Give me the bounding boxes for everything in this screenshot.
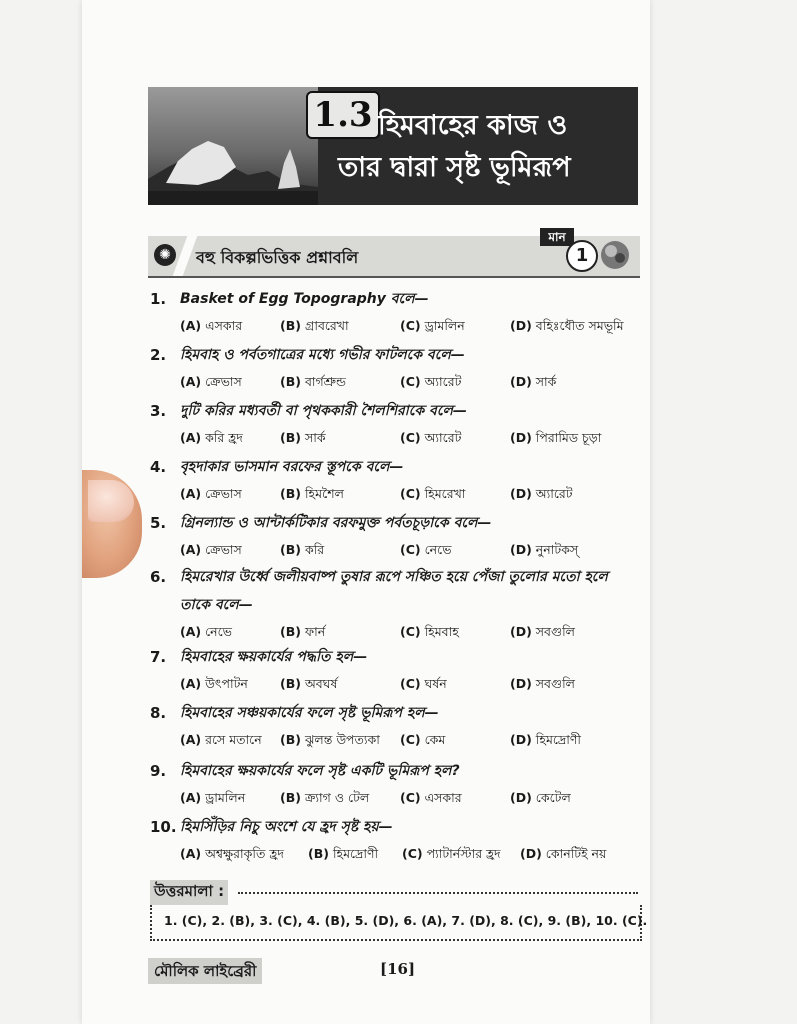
option-b	[280, 732, 380, 752]
question-number: 9.	[150, 762, 167, 780]
option-d	[510, 542, 578, 562]
question-number: 10.	[150, 818, 177, 836]
option-value: করি হ্রদ	[205, 430, 243, 445]
option-value: নুনাটকস্	[535, 542, 579, 557]
chapter-title	[338, 105, 636, 189]
option-b	[280, 318, 349, 338]
option-value: অ্যারেট	[424, 374, 462, 389]
option-key: (C)	[400, 318, 421, 333]
option-key: (A)	[180, 846, 202, 861]
option-key: (D)	[510, 790, 532, 805]
question-text: দুটি করির মধ্যবর্তী বা পৃথককারী শৈলশিরাকে বলে—	[180, 403, 467, 419]
option-d	[510, 486, 573, 506]
option-value: হিমবাহ	[424, 624, 459, 639]
option-b	[280, 430, 326, 450]
publisher-label: মৌলিক লাইব্রেরী	[148, 958, 262, 984]
answers-box	[150, 905, 648, 941]
glacier-photo	[148, 87, 318, 205]
option-a	[180, 846, 284, 866]
option-key: (A)	[180, 624, 202, 639]
option-value: উৎপাটন	[205, 676, 248, 691]
option-key: (A)	[180, 732, 202, 747]
option-key: (C)	[400, 542, 421, 557]
option-key: (D)	[510, 624, 532, 639]
question-number: 8.	[150, 704, 167, 722]
question-text: হিমবাহের ক্ষয়কার্যের পদ্ধতি হল—	[180, 649, 368, 665]
option-key: (A)	[180, 790, 202, 805]
option-value: ক্রেভাস	[205, 542, 242, 557]
question-text: হিমসিঁড়ির নিচু অংশে যে হ্রদ সৃষ্ট হয়—	[180, 819, 393, 835]
option-value: সার্ক	[304, 430, 326, 445]
answers-title: উত্তরমালা :	[150, 880, 228, 905]
option-key: (B)	[280, 374, 301, 389]
option-key: (D)	[510, 374, 532, 389]
question-number: 5.	[150, 514, 167, 532]
option-value: কোনটিই নয়	[545, 846, 607, 861]
option-key: (D)	[510, 676, 532, 691]
chapter-number: 1.3	[306, 91, 380, 139]
gear-icon: ✺	[154, 244, 176, 266]
option-c	[400, 374, 461, 394]
option-value: পিরামিড চূড়া	[535, 430, 602, 445]
option-d	[510, 430, 601, 450]
answers-text: 1. (C), 2. (B), 3. (C), 4. (B), 5. (D), 6. (A), 7. (D), 8. (C), 9. (B), 10. (C).	[164, 913, 648, 928]
option-key: (D)	[510, 542, 532, 557]
question-text: বৃহদাকার ভাসমান বরফের স্তূপকে বলে—	[180, 459, 404, 475]
option-value: গ্রাবরেখা	[304, 318, 349, 333]
option-key: (C)	[400, 486, 421, 501]
question-text: হিমবাহের ক্ষয়কার্যের ফলে সৃষ্ট একটি ভূমিরূপ হল?	[180, 763, 460, 779]
option-value: অবঘর্ষ	[304, 676, 338, 691]
divider	[173, 236, 198, 276]
option-value: অ্যারেট	[424, 430, 462, 445]
option-d	[510, 624, 575, 644]
question-number: 7.	[150, 648, 167, 666]
divider	[238, 892, 638, 894]
question-number: 4.	[150, 458, 167, 476]
option-key: (D)	[510, 318, 532, 333]
question-text: হিমরেখার উর্ধ্বে জলীয়বাষ্প তুষার রূপে সঞ্চিত হয়ে পেঁজা তুলোর মতো হলে	[180, 569, 608, 585]
option-value: ক্রেভাস	[205, 374, 242, 389]
option-key: (A)	[180, 374, 202, 389]
option-value: নেভে	[205, 624, 232, 639]
option-key: (B)	[280, 624, 301, 639]
chapter-banner	[148, 87, 638, 205]
option-b	[280, 486, 344, 506]
option-c	[400, 624, 459, 644]
option-key: (B)	[280, 790, 301, 805]
option-value: প্যাটার্নস্টার হ্রদ	[426, 846, 501, 861]
option-d	[510, 318, 624, 338]
option-key: (A)	[180, 542, 202, 557]
option-key: (C)	[400, 732, 421, 747]
option-value: হিমশৈল	[304, 486, 344, 501]
option-b	[280, 542, 324, 562]
question-text: হিমবাহ ও পর্বতগাত্রের মধ্যে গভীর ফাটলকে বলে—	[180, 347, 465, 363]
option-key: (C)	[400, 790, 421, 805]
option-d	[510, 374, 556, 394]
option-b	[280, 374, 346, 394]
option-key: (D)	[520, 846, 542, 861]
question-text: গ্রিনল্যান্ড ও আন্টার্কটিকার বরফমুক্ত পর্বতচূড়াকে বলে—	[180, 515, 492, 531]
option-a	[180, 542, 242, 562]
option-value: ক্র্যাগ ও টেল	[304, 790, 370, 805]
option-value: ড্রামলিন	[205, 790, 246, 805]
option-c	[402, 846, 501, 866]
option-key: (A)	[180, 430, 202, 445]
option-c	[400, 676, 447, 696]
option-value: ফার্ন	[304, 624, 326, 639]
chapter-title-line1: হিমবাহের কাজ ও	[378, 110, 568, 141]
option-a	[180, 374, 242, 394]
option-a	[180, 486, 242, 506]
option-value: হিমরেখা	[424, 486, 466, 501]
option-value: অ্যারেট	[535, 486, 573, 501]
page-number: [16]	[380, 960, 416, 978]
option-b	[280, 676, 337, 696]
option-c	[400, 732, 445, 752]
option-b	[280, 790, 369, 810]
option-key: (C)	[402, 846, 423, 861]
option-key: (C)	[400, 624, 421, 639]
option-key: (B)	[280, 542, 301, 557]
option-key: (D)	[510, 430, 532, 445]
question-text-continued: তাকে বলে—	[180, 597, 253, 613]
option-a	[180, 676, 248, 696]
question-number: 6.	[150, 568, 167, 586]
option-c	[400, 486, 465, 506]
ornament-icon	[596, 236, 634, 274]
option-value: ক্রেভাস	[205, 486, 242, 501]
option-key: (A)	[180, 318, 202, 333]
option-value: এসকার	[205, 318, 243, 333]
option-value: করি	[304, 542, 325, 557]
option-c	[400, 430, 461, 450]
option-c	[400, 790, 462, 810]
option-a	[180, 732, 262, 752]
option-b	[280, 624, 325, 644]
option-key: (B)	[280, 676, 301, 691]
question-text: হিমবাহের সঞ্চয়কার্যের ফলে সৃষ্ট ভূমিরূপ হল—	[180, 705, 439, 721]
option-a	[180, 790, 245, 810]
option-value: ঝুলন্ত উপত্যকা	[304, 732, 380, 747]
marks-value: 1	[566, 240, 598, 272]
option-key: (D)	[510, 486, 532, 501]
option-value: ঘর্ষন	[424, 676, 447, 691]
option-value: ড্রামলিন	[424, 318, 465, 333]
option-value: কেম	[424, 732, 446, 747]
option-value: বার্গশ্রুন্ড	[304, 374, 346, 389]
marks-label: মান	[540, 228, 574, 246]
question-text: Basket of Egg Topography বলে—	[180, 291, 429, 307]
option-d	[510, 790, 571, 810]
option-value: রসে মতানে	[205, 732, 262, 747]
option-key: (C)	[400, 676, 421, 691]
option-key: (A)	[180, 486, 202, 501]
option-value: সবগুলি	[535, 624, 575, 639]
option-a	[180, 624, 232, 644]
option-key: (B)	[308, 846, 329, 861]
option-key: (B)	[280, 318, 301, 333]
option-b	[308, 846, 378, 866]
chapter-title-line2: তার দ্বারা সৃষ্ট ভূমিরূপ	[338, 152, 571, 183]
option-key: (D)	[510, 732, 532, 747]
option-value: কেটেল	[535, 790, 571, 805]
question-number: 3.	[150, 402, 167, 420]
option-key: (A)	[180, 676, 202, 691]
option-value: বহিঃধৌত সমভূমি	[535, 318, 624, 333]
question-number: 2.	[150, 346, 167, 364]
question-number: 1.	[150, 290, 167, 308]
option-d	[520, 846, 606, 866]
option-value: এসকার	[424, 790, 462, 805]
section-label: বহু বিকল্পভিত্তিক প্রশ্নাবলি	[196, 248, 359, 267]
option-value: সার্ক	[535, 374, 557, 389]
option-value: অশ্বক্ষুরাকৃতি হ্রদ	[205, 846, 284, 861]
option-value: নেভে	[424, 542, 452, 557]
option-key: (B)	[280, 486, 301, 501]
option-key: (C)	[400, 430, 421, 445]
option-value: হিমদ্রোণী	[535, 732, 581, 747]
option-key: (B)	[280, 732, 301, 747]
thumb-nail	[88, 480, 134, 522]
option-a	[180, 430, 243, 450]
option-value: হিমদ্রোণী	[332, 846, 379, 861]
option-key: (C)	[400, 374, 421, 389]
option-value: সবগুলি	[535, 676, 575, 691]
option-a	[180, 318, 242, 338]
option-d	[510, 732, 581, 752]
option-c	[400, 542, 451, 562]
option-key: (B)	[280, 430, 301, 445]
option-d	[510, 676, 575, 696]
option-c	[400, 318, 465, 338]
